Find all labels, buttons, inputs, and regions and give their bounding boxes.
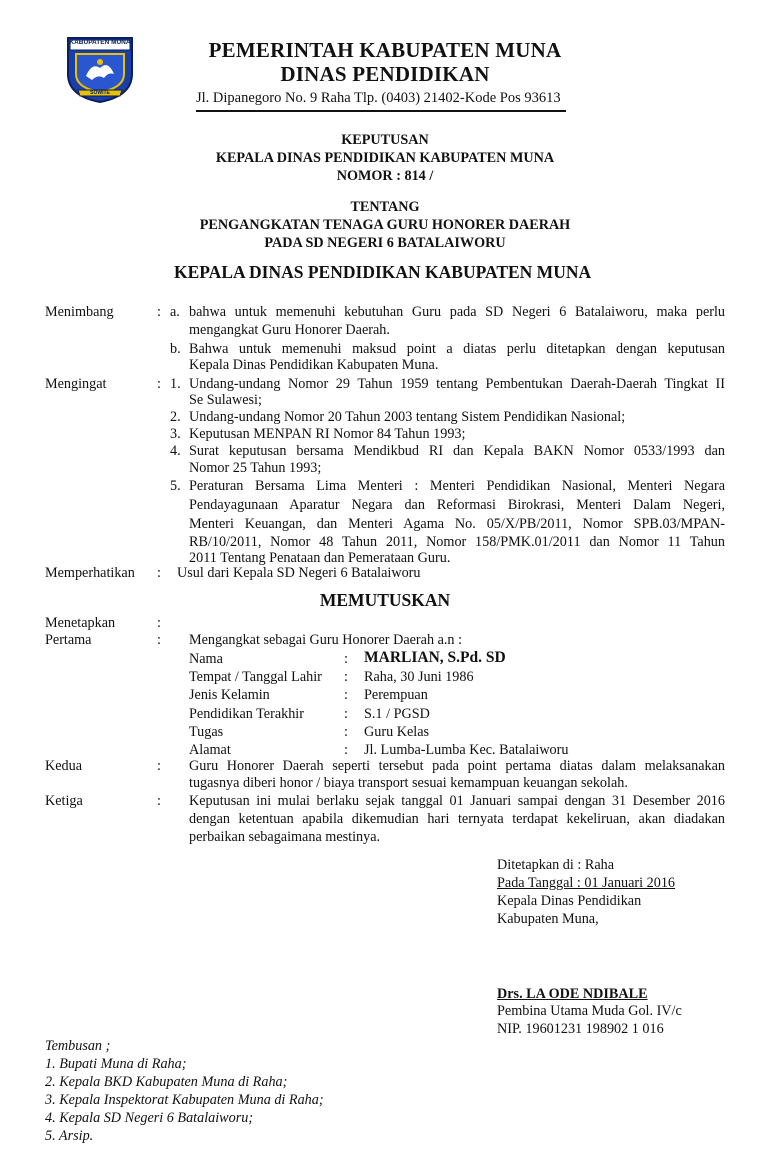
signatory-nip: NIP. 19601231 198902 1 016	[497, 1021, 664, 1037]
mengingat-4-line1: Surat keputusan bersama Mendikbud RI dan Kepala BAKN Nomor 0533/1993 dan	[189, 443, 725, 459]
field-value-education: S.1 / PGSD	[364, 706, 430, 722]
mengingat-2-line: Undang-undang Nomor 20 Tahun 2003 tentang Sistem Pendidikan Nasional;	[189, 409, 626, 425]
menimbang-colon: :	[157, 304, 161, 320]
decision-heading: MEMUTUSKAN	[319, 590, 451, 610]
mengingat-5-line2: Pendayagunaan Aparatur Negara dan Reformasi Birokrasi, Menteri Dalam Negeri,	[189, 497, 725, 513]
mengingat-1-line1: Undang-undang Nomor 29 Tahun 1959 tentang Pembentukan Daerah-Daerah Tingkat II	[189, 376, 725, 392]
kedua-line1: Guru Honorer Daerah seperti tersebut pada point pertama diatas dalam melaksanakan	[189, 758, 725, 774]
signature-role-line2: Kabupaten Muna,	[497, 911, 599, 927]
pertama-label: Pertama	[45, 632, 92, 648]
ketiga-line2: dengan ketentuan apabila dikemudian hari ternyata terdapat kekeliruan, akan diadakan	[189, 811, 725, 827]
copies-item: 5. Arsip.	[45, 1128, 94, 1144]
kedua-line2: tugasnya diberi honor / biaya transport sesuai kemampuan keuangan sekolah.	[189, 775, 628, 791]
logo-motto: SOWITE	[90, 90, 110, 96]
copies-item: 4. Kepala SD Negeri 6 Batalaiworu;	[45, 1110, 254, 1126]
mengingat-label: Mengingat	[45, 376, 107, 392]
memperhatikan-colon: :	[157, 565, 161, 581]
menimbang-b-line1: Bahwa untuk memenuhi maksud point a diatas perlu ditetapkan dengan keputusan	[189, 341, 725, 357]
logo-text: KABUPATEN MUNA	[69, 39, 131, 46]
field-colon-birth: :	[344, 669, 348, 685]
decree-label: KEPUTUSAN	[341, 132, 429, 148]
mengingat-4-mark: 4.	[170, 443, 181, 459]
field-value-address: Jl. Lumba-Lumba Kec. Batalaiworu	[364, 742, 569, 758]
signature-role-line1: Kepala Dinas Pendidikan	[497, 893, 642, 909]
about-label: TENTANG	[350, 199, 420, 215]
issuer-heading: KEPALA DINAS PENDIDIKAN KABUPATEN MUNA	[174, 262, 592, 282]
field-label-task: Tugas	[189, 724, 224, 740]
field-colon-task: :	[344, 724, 348, 740]
copies-item: 3. Kepala Inspektorat Kabupaten Muna di Raha;	[45, 1092, 324, 1108]
pertama-intro: Mengangkat sebagai Guru Honorer Daerah a.n :	[189, 632, 463, 648]
mengingat-4-line2: Nomor 25 Tahun 1993;	[189, 460, 322, 476]
copies-title: Tembusan ;	[45, 1038, 111, 1054]
government-title: PEMERINTAH KABUPATEN MUNA	[208, 38, 562, 62]
menimbang-a-line1: bahwa untuk memenuhi kebutuhan Guru pada SD Negeri 6 Batalaiworu, maka perlu	[189, 304, 725, 320]
mengingat-5-line3: Menteri Keuangan, dan Menteri Agama No. 05/X/PB/2011, Nomor SPB.03/MPAN-	[189, 516, 725, 532]
mengingat-5-line4: RB/10/2011, Nomor 48 Tahun 2011, Nomor 158/PMK.01/2011 dan Nomor 11 Tahun	[189, 534, 725, 550]
letterhead-rule	[196, 110, 566, 112]
field-value-task: Guru Kelas	[364, 724, 430, 740]
regency-logo	[64, 34, 136, 104]
decree-subject-line1: PENGANGKATAN TENAGA GURU HONORER DAERAH	[199, 217, 571, 233]
signatory-rank: Pembina Utama Muda Gol. IV/c	[497, 1003, 682, 1019]
memperhatikan-text: Usul dari Kepala SD Negeri 6 Batalaiworu	[177, 565, 421, 581]
signature-date: Pada Tanggal : 01 Januari 2016	[497, 875, 676, 891]
decree-subject-line2: PADA SD NEGERI 6 BATALAIWORU	[264, 235, 506, 251]
menimbang-b-line2: Kepala Dinas Pendidikan Kabupaten Muna.	[189, 357, 439, 373]
memperhatikan-label: Memperhatikan	[45, 565, 135, 581]
pertama-colon: :	[157, 632, 161, 648]
menimbang-a-line2: mengangkat Guru Honorer Daerah.	[189, 322, 390, 338]
decree-issuer: KEPALA DINAS PENDIDIKAN KABUPATEN MUNA	[215, 150, 555, 166]
ketiga-colon: :	[157, 793, 161, 809]
mengingat-3-mark: 3.	[170, 426, 181, 442]
mengingat-colon: :	[157, 376, 161, 392]
mengingat-3-line: Keputusan MENPAN RI Nomor 84 Tahun 1993;	[189, 426, 466, 442]
signatory-name: Drs. LA ODE NDIBALE	[497, 986, 648, 1002]
field-colon-gender: :	[344, 687, 348, 703]
mengingat-1-mark: 1.	[170, 376, 181, 392]
field-value-name: MARLIAN, S.Pd. SD	[364, 649, 506, 666]
kedua-label: Kedua	[45, 758, 83, 774]
department-title: DINAS PENDIDIKAN	[280, 62, 490, 86]
field-value-gender: Perempuan	[364, 687, 428, 703]
ketiga-label: Ketiga	[45, 793, 83, 809]
mengingat-5-mark: 5.	[170, 478, 181, 494]
field-colon-education: :	[344, 706, 348, 722]
menetapkan-colon: :	[157, 615, 161, 631]
copies-item: 2. Kepala BKD Kabupaten Muna di Raha;	[45, 1074, 288, 1090]
copies-item: 1. Bupati Muna di Raha;	[45, 1056, 187, 1072]
field-colon-name: :	[344, 651, 348, 667]
letterhead-address: Jl. Dipanegoro No. 9 Raha Tlp. (0403) 21402-Kode Pos 93613	[196, 90, 561, 106]
field-label-gender: Jenis Kelamin	[189, 687, 270, 703]
field-label-address: Alamat	[189, 742, 231, 758]
menimbang-a-mark: a.	[170, 304, 180, 320]
mengingat-5-line1: Peraturan Bersama Lima Menteri : Menteri Pendidikan Nasional, Menteri Negara	[189, 478, 725, 494]
field-label-name: Nama	[189, 651, 223, 667]
mengingat-1-line2: Se Sulawesi;	[189, 392, 262, 408]
signature-place: Ditetapkan di : Raha	[497, 857, 615, 873]
ketiga-line1: Keputusan ini mulai berlaku sejak tanggal 01 Januari sampai dengan 31 Desember 2016	[189, 793, 725, 809]
field-label-birth: Tempat / Tanggal Lahir	[189, 669, 322, 685]
menimbang-label: Menimbang	[45, 304, 114, 320]
ketiga-line3: perbaikan sebagaimana mestinya.	[189, 829, 381, 845]
decree-number: NOMOR : 814 /	[336, 168, 434, 184]
field-value-birth: Raha, 30 Juni 1986	[364, 669, 474, 685]
field-colon-address: :	[344, 742, 348, 758]
mengingat-2-mark: 2.	[170, 409, 181, 425]
field-label-education: Pendidikan Terakhir	[189, 706, 304, 722]
mengingat-5-line5: 2011 Tentang Penataan dan Pemerataan Guru.	[189, 550, 451, 566]
menimbang-b-mark: b.	[170, 341, 181, 357]
menetapkan-label: Menetapkan	[45, 615, 116, 631]
kedua-colon: :	[157, 758, 161, 774]
